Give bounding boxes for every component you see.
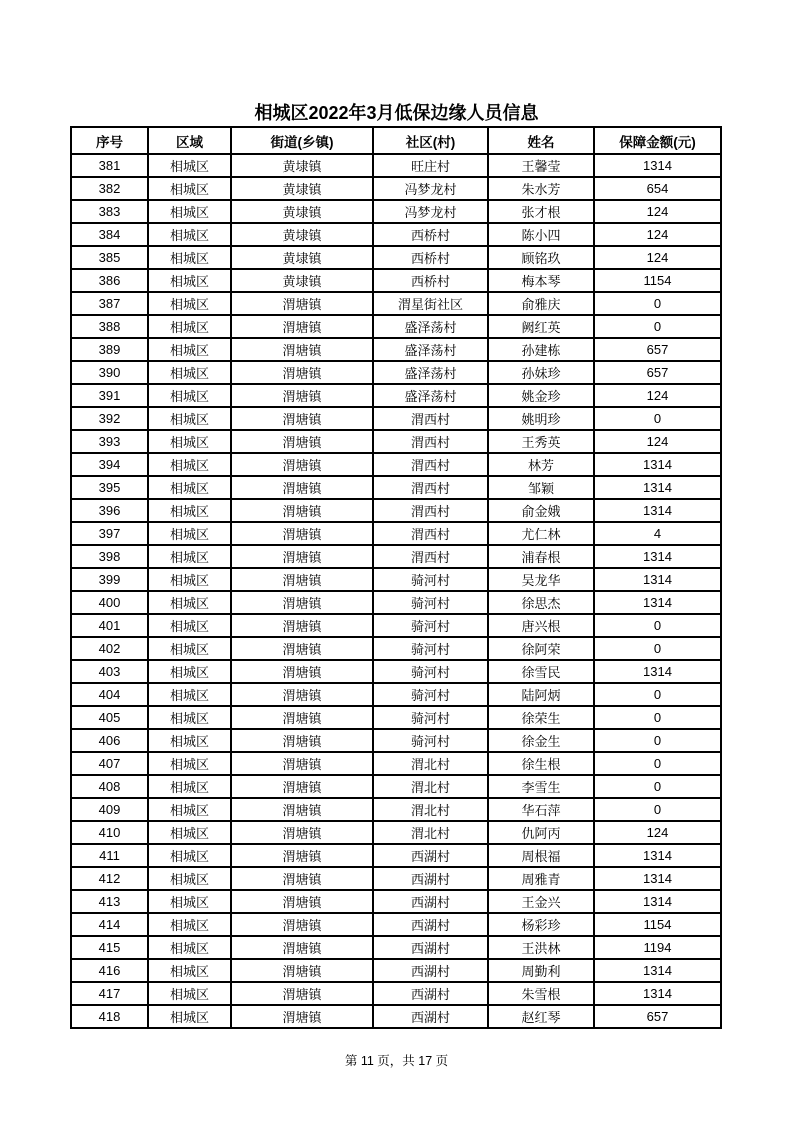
cell-seq: 393 bbox=[71, 430, 148, 453]
cell-region: 相城区 bbox=[148, 844, 231, 867]
cell-name: 浦春根 bbox=[488, 545, 594, 568]
cell-name: 周根福 bbox=[488, 844, 594, 867]
table-row bbox=[71, 223, 721, 246]
cell-name: 王洪林 bbox=[488, 936, 594, 959]
benefits-table bbox=[70, 126, 722, 1029]
cell-village: 骑河村 bbox=[373, 683, 488, 706]
table-row bbox=[71, 315, 721, 338]
cell-name: 徐金生 bbox=[488, 729, 594, 752]
cell-region: 相城区 bbox=[148, 867, 231, 890]
cell-name: 徐阿荣 bbox=[488, 637, 594, 660]
cell-village: 渭北村 bbox=[373, 798, 488, 821]
cell-seq: 384 bbox=[71, 223, 148, 246]
table-row bbox=[71, 637, 721, 660]
cell-name: 朱雪根 bbox=[488, 982, 594, 1005]
cell-village: 渭北村 bbox=[373, 775, 488, 798]
header-row bbox=[71, 127, 721, 154]
cell-region: 相城区 bbox=[148, 591, 231, 614]
cell-town: 渭塘镇 bbox=[231, 292, 373, 315]
cell-town: 渭塘镇 bbox=[231, 821, 373, 844]
cell-region: 相城区 bbox=[148, 292, 231, 315]
table-row bbox=[71, 338, 721, 361]
cell-name: 徐思杰 bbox=[488, 591, 594, 614]
cell-region: 相城区 bbox=[148, 177, 231, 200]
cell-name: 梅本琴 bbox=[488, 269, 594, 292]
cell-name: 阙红英 bbox=[488, 315, 594, 338]
cell-amount: 1154 bbox=[594, 913, 721, 936]
cell-seq: 382 bbox=[71, 177, 148, 200]
cell-town: 渭塘镇 bbox=[231, 706, 373, 729]
cell-town: 渭塘镇 bbox=[231, 591, 373, 614]
cell-region: 相城区 bbox=[148, 637, 231, 660]
cell-town: 黄埭镇 bbox=[231, 269, 373, 292]
cell-region: 相城区 bbox=[148, 913, 231, 936]
cell-region: 相城区 bbox=[148, 614, 231, 637]
cell-seq: 417 bbox=[71, 982, 148, 1005]
table-row bbox=[71, 246, 721, 269]
table-row bbox=[71, 890, 721, 913]
cell-amount: 1154 bbox=[594, 269, 721, 292]
cell-name: 朱水芳 bbox=[488, 177, 594, 200]
cell-name: 徐荣生 bbox=[488, 706, 594, 729]
cell-town: 渭塘镇 bbox=[231, 499, 373, 522]
cell-region: 相城区 bbox=[148, 154, 231, 177]
table-row bbox=[71, 545, 721, 568]
cell-amount: 0 bbox=[594, 292, 721, 315]
table-row bbox=[71, 361, 721, 384]
cell-region: 相城区 bbox=[148, 959, 231, 982]
cell-village: 渭西村 bbox=[373, 499, 488, 522]
cell-town: 渭塘镇 bbox=[231, 637, 373, 660]
cell-name: 徐生根 bbox=[488, 752, 594, 775]
cell-town: 渭塘镇 bbox=[231, 844, 373, 867]
table-row bbox=[71, 154, 721, 177]
cell-seq: 387 bbox=[71, 292, 148, 315]
table-row bbox=[71, 844, 721, 867]
cell-region: 相城区 bbox=[148, 246, 231, 269]
column-header-amount: 保障金额(元) bbox=[594, 127, 721, 154]
cell-town: 渭塘镇 bbox=[231, 867, 373, 890]
cell-seq: 392 bbox=[71, 407, 148, 430]
table-row bbox=[71, 407, 721, 430]
cell-name: 周勤利 bbox=[488, 959, 594, 982]
column-header-region: 区域 bbox=[148, 127, 231, 154]
cell-region: 相城区 bbox=[148, 568, 231, 591]
cell-village: 骑河村 bbox=[373, 591, 488, 614]
table-row bbox=[71, 867, 721, 890]
table-row bbox=[71, 821, 721, 844]
cell-seq: 381 bbox=[71, 154, 148, 177]
cell-region: 相城区 bbox=[148, 660, 231, 683]
cell-amount: 124 bbox=[594, 821, 721, 844]
cell-region: 相城区 bbox=[148, 522, 231, 545]
cell-seq: 403 bbox=[71, 660, 148, 683]
column-header-town: 街道(乡镇) bbox=[231, 127, 373, 154]
cell-village: 骑河村 bbox=[373, 568, 488, 591]
cell-seq: 411 bbox=[71, 844, 148, 867]
cell-town: 渭塘镇 bbox=[231, 890, 373, 913]
cell-seq: 385 bbox=[71, 246, 148, 269]
cell-seq: 409 bbox=[71, 798, 148, 821]
cell-town: 渭塘镇 bbox=[231, 614, 373, 637]
cell-town: 渭塘镇 bbox=[231, 522, 373, 545]
cell-village: 渭西村 bbox=[373, 453, 488, 476]
cell-village: 旺庄村 bbox=[373, 154, 488, 177]
cell-seq: 400 bbox=[71, 591, 148, 614]
cell-region: 相城区 bbox=[148, 476, 231, 499]
cell-town: 渭塘镇 bbox=[231, 315, 373, 338]
cell-seq: 408 bbox=[71, 775, 148, 798]
cell-village: 盛泽荡村 bbox=[373, 361, 488, 384]
table-row bbox=[71, 499, 721, 522]
cell-seq: 414 bbox=[71, 913, 148, 936]
cell-name: 张才根 bbox=[488, 200, 594, 223]
cell-amount: 657 bbox=[594, 1005, 721, 1028]
cell-village: 骑河村 bbox=[373, 706, 488, 729]
cell-name: 陈小四 bbox=[488, 223, 594, 246]
cell-town: 渭塘镇 bbox=[231, 384, 373, 407]
cell-amount: 124 bbox=[594, 384, 721, 407]
cell-seq: 394 bbox=[71, 453, 148, 476]
cell-village: 渭北村 bbox=[373, 821, 488, 844]
cell-amount: 124 bbox=[594, 246, 721, 269]
cell-town: 渭塘镇 bbox=[231, 775, 373, 798]
cell-amount: 654 bbox=[594, 177, 721, 200]
table-row bbox=[71, 384, 721, 407]
cell-seq: 406 bbox=[71, 729, 148, 752]
table-row bbox=[71, 683, 721, 706]
table-row bbox=[71, 775, 721, 798]
table-row bbox=[71, 453, 721, 476]
column-header-seq: 序号 bbox=[71, 127, 148, 154]
cell-village: 西湖村 bbox=[373, 913, 488, 936]
cell-name: 孙妹珍 bbox=[488, 361, 594, 384]
cell-village: 西桥村 bbox=[373, 223, 488, 246]
cell-region: 相城区 bbox=[148, 223, 231, 246]
cell-seq: 397 bbox=[71, 522, 148, 545]
cell-region: 相城区 bbox=[148, 361, 231, 384]
cell-region: 相城区 bbox=[148, 683, 231, 706]
cell-region: 相城区 bbox=[148, 453, 231, 476]
cell-seq: 383 bbox=[71, 200, 148, 223]
cell-seq: 415 bbox=[71, 936, 148, 959]
cell-name: 孙建栋 bbox=[488, 338, 594, 361]
table-row bbox=[71, 660, 721, 683]
cell-amount: 1314 bbox=[594, 890, 721, 913]
cell-amount: 0 bbox=[594, 775, 721, 798]
cell-amount: 1314 bbox=[594, 453, 721, 476]
cell-amount: 1314 bbox=[594, 591, 721, 614]
table-row bbox=[71, 752, 721, 775]
cell-town: 渭塘镇 bbox=[231, 545, 373, 568]
cell-amount: 0 bbox=[594, 683, 721, 706]
table-row bbox=[71, 591, 721, 614]
cell-town: 渭塘镇 bbox=[231, 729, 373, 752]
cell-region: 相城区 bbox=[148, 407, 231, 430]
table-row bbox=[71, 936, 721, 959]
cell-name: 林芳 bbox=[488, 453, 594, 476]
cell-amount: 0 bbox=[594, 637, 721, 660]
cell-name: 俞金娥 bbox=[488, 499, 594, 522]
cell-region: 相城区 bbox=[148, 499, 231, 522]
cell-seq: 398 bbox=[71, 545, 148, 568]
column-header-name: 姓名 bbox=[488, 127, 594, 154]
cell-region: 相城区 bbox=[148, 982, 231, 1005]
cell-seq: 404 bbox=[71, 683, 148, 706]
cell-region: 相城区 bbox=[148, 384, 231, 407]
cell-amount: 1314 bbox=[594, 982, 721, 1005]
cell-name: 华石萍 bbox=[488, 798, 594, 821]
cell-amount: 1314 bbox=[594, 568, 721, 591]
cell-town: 黄埭镇 bbox=[231, 200, 373, 223]
cell-seq: 401 bbox=[71, 614, 148, 637]
cell-name: 王金兴 bbox=[488, 890, 594, 913]
cell-region: 相城区 bbox=[148, 200, 231, 223]
cell-town: 渭塘镇 bbox=[231, 982, 373, 1005]
cell-region: 相城区 bbox=[148, 706, 231, 729]
cell-village: 渭北村 bbox=[373, 752, 488, 775]
cell-town: 黄埭镇 bbox=[231, 154, 373, 177]
cell-region: 相城区 bbox=[148, 1005, 231, 1028]
cell-name: 唐兴根 bbox=[488, 614, 594, 637]
cell-seq: 395 bbox=[71, 476, 148, 499]
cell-name: 吴龙华 bbox=[488, 568, 594, 591]
cell-region: 相城区 bbox=[148, 752, 231, 775]
cell-name: 王馨莹 bbox=[488, 154, 594, 177]
cell-town: 渭塘镇 bbox=[231, 476, 373, 499]
cell-region: 相城区 bbox=[148, 890, 231, 913]
cell-village: 渭西村 bbox=[373, 522, 488, 545]
table-row bbox=[71, 614, 721, 637]
cell-village: 骑河村 bbox=[373, 660, 488, 683]
cell-village: 西湖村 bbox=[373, 959, 488, 982]
cell-town: 渭塘镇 bbox=[231, 430, 373, 453]
cell-region: 相城区 bbox=[148, 936, 231, 959]
cell-region: 相城区 bbox=[148, 269, 231, 292]
table-row bbox=[71, 706, 721, 729]
cell-village: 渭星街社区 bbox=[373, 292, 488, 315]
cell-seq: 405 bbox=[71, 706, 148, 729]
cell-town: 渭塘镇 bbox=[231, 338, 373, 361]
cell-amount: 1314 bbox=[594, 867, 721, 890]
cell-village: 盛泽荡村 bbox=[373, 338, 488, 361]
cell-village: 渭西村 bbox=[373, 430, 488, 453]
cell-town: 渭塘镇 bbox=[231, 959, 373, 982]
cell-amount: 1314 bbox=[594, 476, 721, 499]
cell-region: 相城区 bbox=[148, 821, 231, 844]
cell-village: 西湖村 bbox=[373, 867, 488, 890]
cell-name: 姚金珍 bbox=[488, 384, 594, 407]
cell-village: 盛泽荡村 bbox=[373, 315, 488, 338]
cell-seq: 410 bbox=[71, 821, 148, 844]
cell-town: 渭塘镇 bbox=[231, 407, 373, 430]
cell-seq: 407 bbox=[71, 752, 148, 775]
table-row bbox=[71, 177, 721, 200]
page-title: 相城区2022年3月低保边缘人员信息 bbox=[254, 103, 539, 123]
table-row bbox=[71, 476, 721, 499]
cell-seq: 390 bbox=[71, 361, 148, 384]
cell-amount: 124 bbox=[594, 223, 721, 246]
cell-name: 仇阿丙 bbox=[488, 821, 594, 844]
cell-seq: 418 bbox=[71, 1005, 148, 1028]
cell-seq: 412 bbox=[71, 867, 148, 890]
cell-name: 徐雪民 bbox=[488, 660, 594, 683]
cell-name: 周雅青 bbox=[488, 867, 594, 890]
cell-name: 姚明珍 bbox=[488, 407, 594, 430]
cell-name: 王秀英 bbox=[488, 430, 594, 453]
cell-amount: 657 bbox=[594, 338, 721, 361]
table-row bbox=[71, 959, 721, 982]
cell-region: 相城区 bbox=[148, 775, 231, 798]
table-row bbox=[71, 982, 721, 1005]
cell-amount: 0 bbox=[594, 614, 721, 637]
cell-town: 渭塘镇 bbox=[231, 936, 373, 959]
cell-amount: 1314 bbox=[594, 660, 721, 683]
cell-village: 西湖村 bbox=[373, 890, 488, 913]
cell-village: 西桥村 bbox=[373, 246, 488, 269]
cell-village: 西湖村 bbox=[373, 1005, 488, 1028]
cell-seq: 388 bbox=[71, 315, 148, 338]
cell-region: 相城区 bbox=[148, 338, 231, 361]
table-row bbox=[71, 292, 721, 315]
cell-amount: 0 bbox=[594, 798, 721, 821]
cell-amount: 124 bbox=[594, 430, 721, 453]
page-number-footer: 第 11 页，共 17 页 bbox=[344, 1054, 449, 1068]
cell-amount: 1314 bbox=[594, 844, 721, 867]
cell-town: 渭塘镇 bbox=[231, 683, 373, 706]
table-head bbox=[71, 127, 721, 154]
cell-name: 尤仁林 bbox=[488, 522, 594, 545]
cell-town: 黄埭镇 bbox=[231, 177, 373, 200]
cell-amount: 0 bbox=[594, 315, 721, 338]
cell-name: 杨彩珍 bbox=[488, 913, 594, 936]
cell-amount: 0 bbox=[594, 706, 721, 729]
cell-amount: 0 bbox=[594, 752, 721, 775]
table-row bbox=[71, 200, 721, 223]
cell-region: 相城区 bbox=[148, 315, 231, 338]
cell-seq: 399 bbox=[71, 568, 148, 591]
cell-town: 渭塘镇 bbox=[231, 798, 373, 821]
cell-village: 渭西村 bbox=[373, 545, 488, 568]
table-row bbox=[71, 522, 721, 545]
cell-amount: 1314 bbox=[594, 545, 721, 568]
cell-village: 渭西村 bbox=[373, 476, 488, 499]
cell-town: 渭塘镇 bbox=[231, 752, 373, 775]
cell-town: 渭塘镇 bbox=[231, 361, 373, 384]
cell-amount: 1314 bbox=[594, 154, 721, 177]
table-row bbox=[71, 798, 721, 821]
cell-village: 冯梦龙村 bbox=[373, 200, 488, 223]
cell-name: 俞雅庆 bbox=[488, 292, 594, 315]
cell-name: 赵红琴 bbox=[488, 1005, 594, 1028]
cell-town: 黄埭镇 bbox=[231, 223, 373, 246]
table-row bbox=[71, 568, 721, 591]
table-row bbox=[71, 1005, 721, 1028]
cell-village: 西桥村 bbox=[373, 269, 488, 292]
column-header-village: 社区(村) bbox=[373, 127, 488, 154]
cell-amount: 124 bbox=[594, 200, 721, 223]
cell-village: 骑河村 bbox=[373, 637, 488, 660]
cell-seq: 416 bbox=[71, 959, 148, 982]
cell-region: 相城区 bbox=[148, 798, 231, 821]
cell-village: 渭西村 bbox=[373, 407, 488, 430]
cell-amount: 657 bbox=[594, 361, 721, 384]
cell-region: 相城区 bbox=[148, 729, 231, 752]
cell-town: 渭塘镇 bbox=[231, 453, 373, 476]
table-row bbox=[71, 913, 721, 936]
cell-town: 黄埭镇 bbox=[231, 246, 373, 269]
cell-town: 渭塘镇 bbox=[231, 1005, 373, 1028]
cell-amount: 1194 bbox=[594, 936, 721, 959]
cell-village: 西湖村 bbox=[373, 982, 488, 1005]
cell-seq: 386 bbox=[71, 269, 148, 292]
cell-seq: 391 bbox=[71, 384, 148, 407]
cell-amount: 4 bbox=[594, 522, 721, 545]
cell-amount: 0 bbox=[594, 729, 721, 752]
cell-seq: 413 bbox=[71, 890, 148, 913]
cell-name: 顾铭玖 bbox=[488, 246, 594, 269]
table-row bbox=[71, 430, 721, 453]
cell-village: 冯梦龙村 bbox=[373, 177, 488, 200]
cell-region: 相城区 bbox=[148, 545, 231, 568]
cell-village: 盛泽荡村 bbox=[373, 384, 488, 407]
cell-name: 陆阿炳 bbox=[488, 683, 594, 706]
cell-village: 西湖村 bbox=[373, 936, 488, 959]
cell-amount: 0 bbox=[594, 407, 721, 430]
table-body bbox=[71, 154, 721, 1028]
table-row bbox=[71, 729, 721, 752]
cell-village: 骑河村 bbox=[373, 614, 488, 637]
cell-village: 西湖村 bbox=[373, 844, 488, 867]
cell-town: 渭塘镇 bbox=[231, 568, 373, 591]
cell-seq: 402 bbox=[71, 637, 148, 660]
cell-town: 渭塘镇 bbox=[231, 660, 373, 683]
cell-amount: 1314 bbox=[594, 499, 721, 522]
cell-village: 骑河村 bbox=[373, 729, 488, 752]
cell-name: 李雪生 bbox=[488, 775, 594, 798]
cell-amount: 1314 bbox=[594, 959, 721, 982]
cell-town: 渭塘镇 bbox=[231, 913, 373, 936]
cell-seq: 396 bbox=[71, 499, 148, 522]
cell-seq: 389 bbox=[71, 338, 148, 361]
cell-name: 邹颖 bbox=[488, 476, 594, 499]
table-row bbox=[71, 269, 721, 292]
cell-region: 相城区 bbox=[148, 430, 231, 453]
